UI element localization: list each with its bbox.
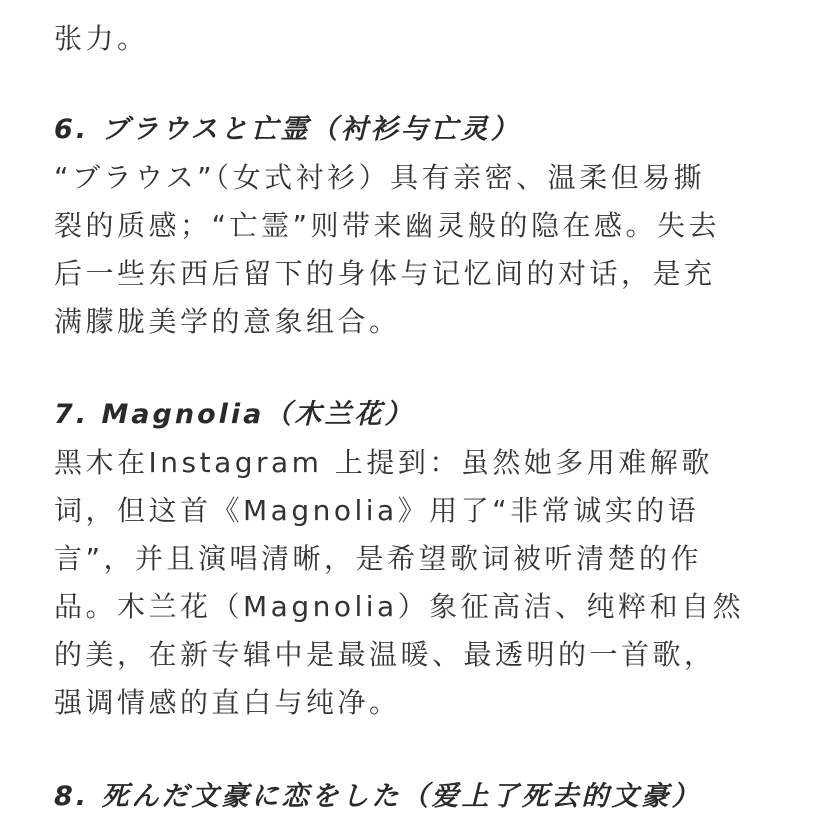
section-7-line: 品。木兰花（Magnolia）象征高洁、纯粹和自然	[54, 590, 745, 623]
intro-line: 张力。	[54, 22, 149, 55]
section-7-line: 言”，并且演唱清晰，是希望歌词被听清楚的作	[54, 542, 703, 575]
section-heading-6: 6. ブラウスと亡霊（衬衫与亡灵）	[54, 114, 521, 145]
section-7-line: 黑木在Instagram 上提到：虽然她多用难解歌	[54, 446, 713, 479]
section-6-line: 后一些东西后留下的身体与记忆间的对话，是充	[54, 257, 716, 290]
section-heading-7: 7. Magnolia（木兰花）	[54, 399, 415, 430]
section-6-line: 裂的质感；“亡霊”则带来幽灵般的隐在感。失去	[54, 209, 721, 242]
section-6-line: 满朦胧美学的意象组合。	[54, 305, 401, 338]
section-7-line: 强调情感的直白与纯净。	[54, 686, 401, 719]
section-heading-8: 8. 死んだ文豪に恋をした（爱上了死去的文豪）	[54, 781, 702, 812]
section-7-line: 的美，在新专辑中是最温暖、最透明的一首歌，	[54, 638, 716, 671]
section-6-line: “ブラウス”（女式衬衫）具有亲密、温柔但易撕	[54, 161, 706, 194]
section-7-line: 词，但这首《Magnolia》用了“非常诚实的语	[54, 494, 700, 527]
